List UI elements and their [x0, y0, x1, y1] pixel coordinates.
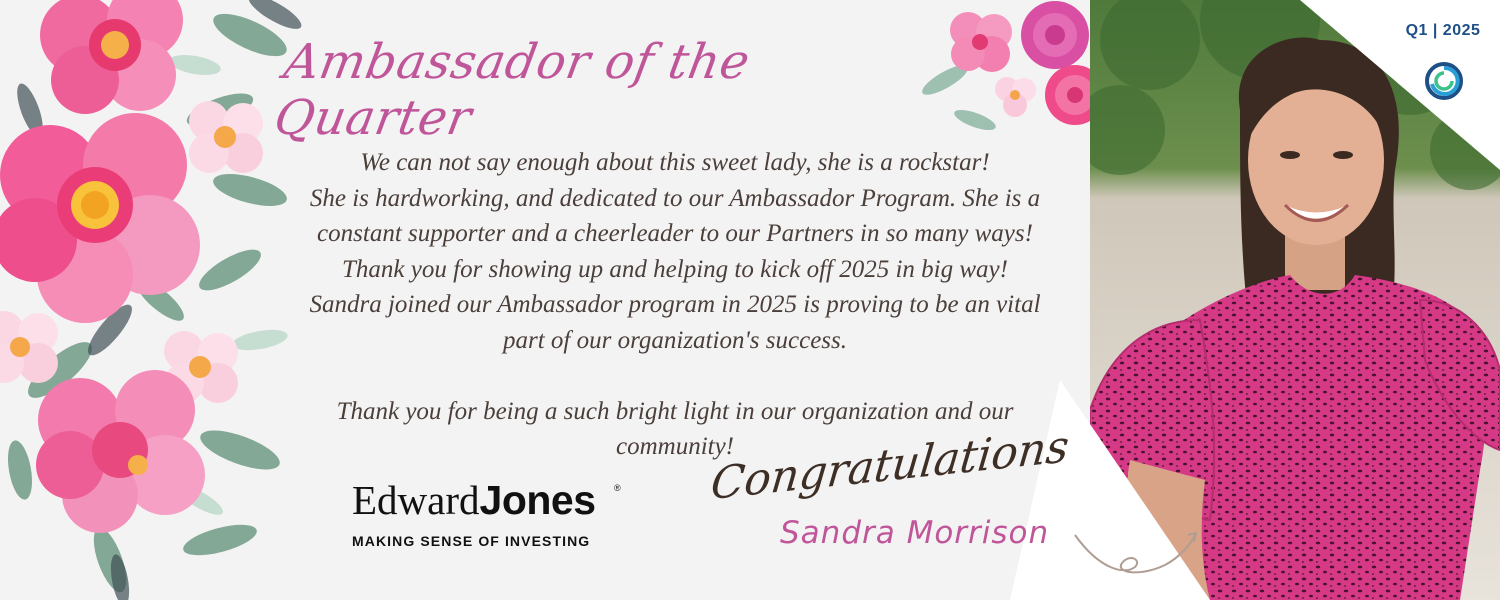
recipient-name: Sandra Morrison [780, 515, 1050, 551]
tribute-message [285, 145, 1065, 465]
congratulations-heading: Congratulations [708, 420, 1072, 510]
logo-wordmark [352, 477, 632, 523]
curved-arrow-icon [1070, 515, 1210, 585]
logo-word-bold: Jones [479, 477, 596, 523]
page-title: Ambassador of the Quarter [270, 34, 755, 146]
closing-line: community! [615, 433, 735, 460]
message-line: We can not say enough about this sweet lady, she is a rockstar! [360, 149, 990, 176]
closing-line: Thank you for being a such bright light in our organization and our [336, 397, 1014, 425]
floral-decoration-left [0, 0, 320, 600]
message-line: Thank you for showing up and helping to kick off 2025 in big way! [342, 255, 1008, 283]
logo-tagline: MAKING SENSE OF INVESTING [352, 533, 591, 549]
message-line: Sandra joined our Ambassador program in 2025 is proving to be an vital [309, 291, 1041, 318]
message-line: part of our organization's success. [502, 326, 848, 354]
message-line: constant supporter and a cheerleader to our Partners in so many ways! [317, 220, 1033, 247]
registered-mark: ® [614, 483, 621, 493]
edward-jones-logo [352, 477, 632, 560]
logo-word-light: Edward [352, 477, 480, 523]
circular-swirl-logo-icon [1425, 62, 1463, 100]
quarter-label: Q1 | 2025 [1405, 22, 1481, 39]
message-line: She is hardworking, and dedicated to our Ambassador Program. She is a [309, 184, 1041, 212]
